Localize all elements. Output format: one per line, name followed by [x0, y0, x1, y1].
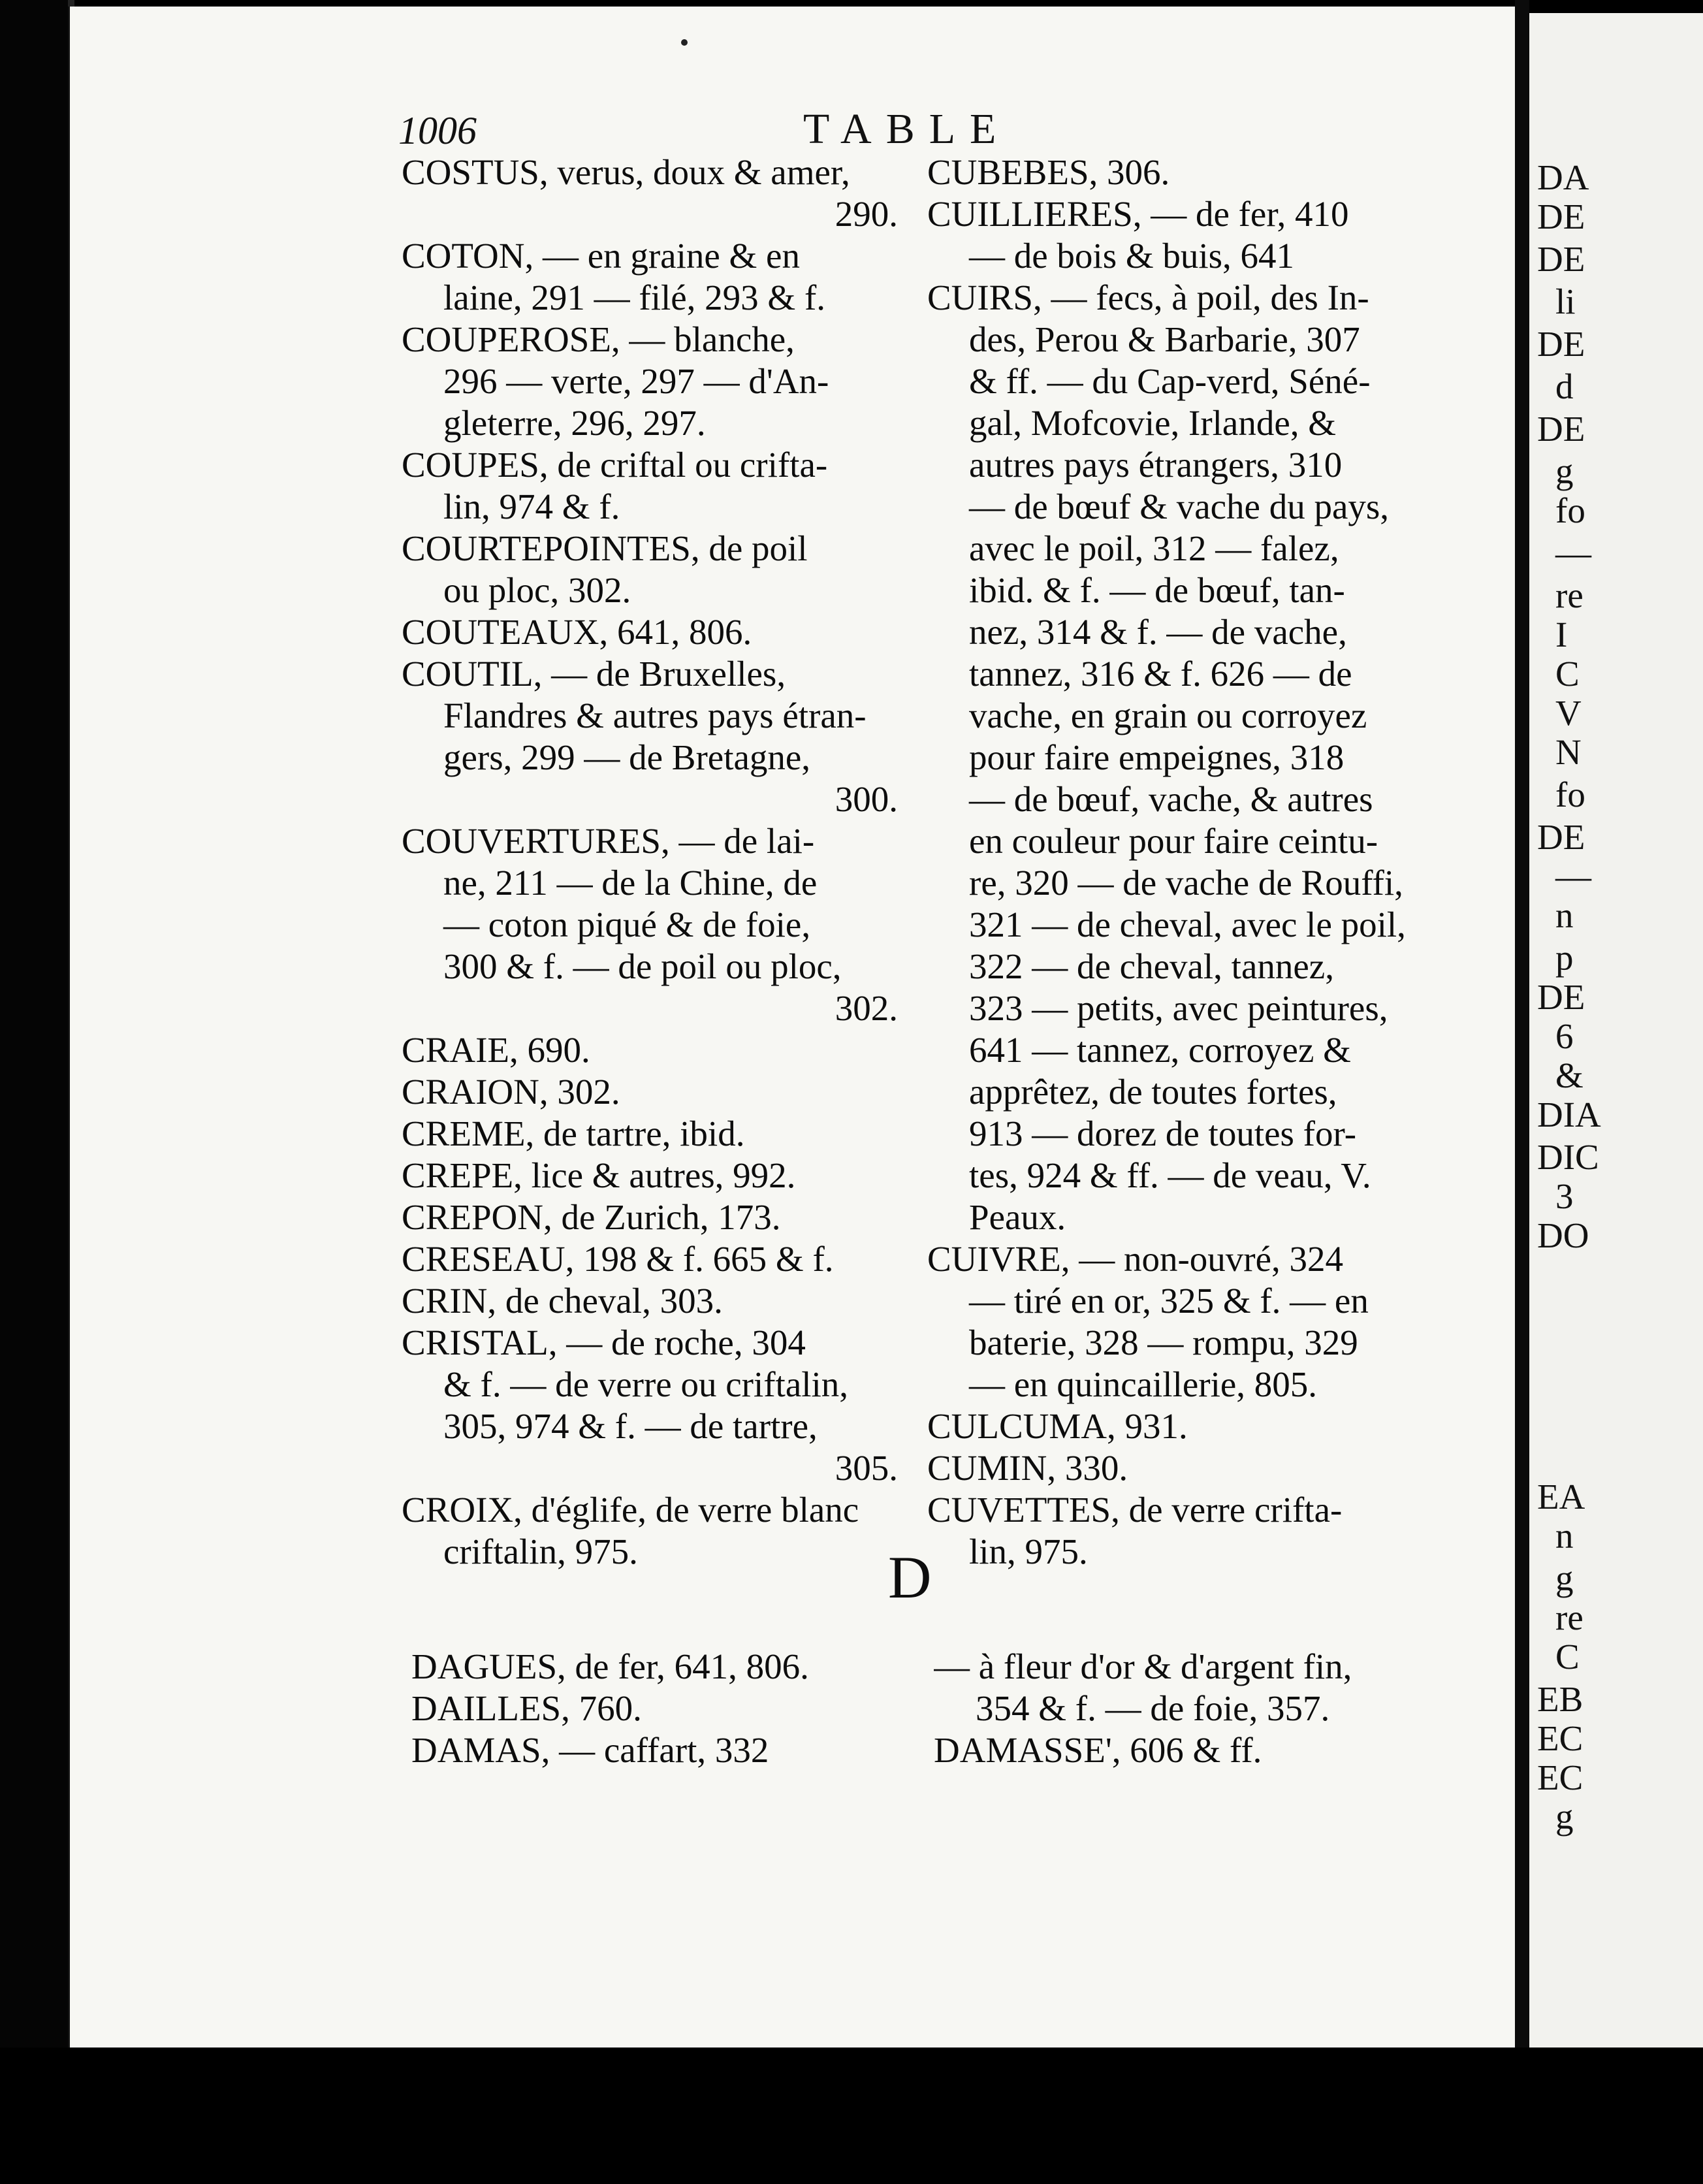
- entry-continuation-line: vache, en grain ou corroyez: [969, 696, 1367, 735]
- entry-continuation-line: Peaux.: [969, 1197, 1066, 1237]
- facing-page-fragment: DE: [1537, 197, 1585, 236]
- facing-page-fragment: n: [1555, 895, 1574, 935]
- index-d-column-right: [934, 1646, 1430, 1771]
- entry-heading-line: COUTEAUX, 641, 806.: [402, 612, 752, 652]
- entry-continuation-line: 322 — de cheval, tannez,: [969, 946, 1334, 986]
- entry-continuation-line: autres pays étrangers, 310: [969, 445, 1343, 485]
- facing-page-fragment: DIA: [1537, 1095, 1601, 1134]
- entry-heading-line: DAILLES, 760.: [411, 1688, 642, 1728]
- facing-page-fragment: 3: [1555, 1176, 1574, 1216]
- facing-page-fragment: I: [1555, 615, 1568, 654]
- entry-continuation-line: pour faire empeignes, 318: [969, 737, 1345, 777]
- entry-continuation-line: apprêtez, de toutes fortes,: [969, 1072, 1337, 1112]
- entry-continuation-line: 302.: [835, 988, 898, 1028]
- facing-page-fragment: DIC: [1537, 1137, 1599, 1177]
- entry-continuation-line: gleterre, 296, 297.: [443, 403, 706, 443]
- facing-page-fragment: C: [1555, 654, 1580, 694]
- facing-page-fragment: DE: [1537, 817, 1585, 857]
- entry-continuation-line: 354 & f. — de foie, 357.: [976, 1688, 1330, 1728]
- index-entry: [402, 611, 898, 653]
- entry-heading-line: CRAION, 302.: [402, 1072, 620, 1112]
- facing-page-fragment: C: [1555, 1637, 1580, 1677]
- entry-continuation-line: — tiré en or, 325 & f. — en: [969, 1281, 1369, 1321]
- index-entry: [934, 1729, 1430, 1771]
- facing-page-fragment: EB: [1537, 1679, 1584, 1719]
- entry-continuation-line: gal, Mofcovie, Irlande, &: [969, 403, 1337, 443]
- index-entry: [402, 1071, 898, 1113]
- entry-continuation-line: 290.: [835, 194, 898, 234]
- facing-page-fragment: fo: [1555, 775, 1585, 814]
- index-entry: [927, 277, 1430, 1238]
- entry-continuation-line: 300 & f. — de poil ou ploc,: [443, 946, 842, 986]
- facing-page-fragment: V: [1555, 693, 1582, 733]
- entry-heading-line: COURTEPOINTES, de poil: [402, 528, 808, 568]
- entry-continuation-line: avec le poil, 312 — falez,: [969, 528, 1339, 568]
- entry-heading-line: COSTUS, verus, doux & amer,: [402, 152, 850, 192]
- index-entry: [402, 1113, 898, 1155]
- facing-page-fragment: li: [1555, 281, 1576, 321]
- scan-border-left: [0, 0, 68, 2184]
- facing-page-fragment: DA: [1537, 157, 1589, 197]
- entry-continuation-line: tannez, 316 & f. 626 — de: [969, 654, 1352, 694]
- facing-page-fragment: g: [1555, 1797, 1574, 1837]
- facing-page-fragment: n: [1555, 1516, 1574, 1556]
- index-entry: [411, 1688, 908, 1729]
- entry-continuation-line: 305, 974 & f. — de tartre,: [443, 1406, 818, 1446]
- entry-continuation-line: tes, 924 & ff. — de veau, V.: [969, 1155, 1371, 1195]
- index-entry: [927, 1238, 1430, 1405]
- facing-page-fragment: g: [1555, 451, 1574, 491]
- entry-heading-line: CULCUMA, 931.: [927, 1406, 1188, 1446]
- index-entry: [402, 1155, 898, 1196]
- index-entry: [927, 193, 1430, 277]
- book-gutter: [1515, 0, 1529, 2048]
- entry-heading-line: CREPON, de Zurich, 173.: [402, 1197, 781, 1237]
- index-entry: [402, 528, 898, 611]
- index-entry: [402, 1322, 898, 1489]
- index-entry: [402, 444, 898, 528]
- entry-heading-line: DAMASSE', 606 & ff.: [934, 1730, 1262, 1770]
- entry-continuation-line: 913 — dorez de toutes for-: [969, 1114, 1357, 1153]
- entry-heading-line: CUVETTES, de verre crifta-: [927, 1490, 1343, 1530]
- entry-heading-line: CUIVRE, — non-ouvré, 324: [927, 1239, 1344, 1279]
- index-entry: [402, 1280, 898, 1322]
- facing-page-fragment: DE: [1537, 409, 1585, 449]
- page-number: 1006: [398, 109, 477, 152]
- facing-page-fragment: DO: [1537, 1215, 1589, 1255]
- entry-continuation-line: 305.: [835, 1448, 898, 1488]
- facing-page-fragment: —: [1555, 856, 1591, 896]
- facing-page-fragment: 6: [1555, 1016, 1574, 1056]
- entry-continuation-line: lin, 975.: [969, 1532, 1088, 1571]
- index-entry: [402, 1489, 898, 1573]
- entry-continuation-line: 323 — petits, avec peintures,: [969, 988, 1388, 1028]
- entry-heading-line: COUPES, de criftal ou crifta-: [402, 445, 828, 485]
- facing-page: [1529, 13, 1703, 2048]
- entry-continuation-line: 321 — de cheval, avec le poil,: [969, 905, 1406, 944]
- index-entry: [402, 1238, 898, 1280]
- index-entry: [927, 152, 1430, 193]
- entry-continuation-line: re, 320 — de vache de Rouffi,: [969, 863, 1403, 903]
- entry-continuation-line: en couleur pour faire ceintu-: [969, 821, 1378, 861]
- entry-continuation-line: Flandres & autres pays étran-: [443, 696, 867, 735]
- entry-continuation-line: criftalin, 975.: [443, 1532, 638, 1571]
- entry-continuation-line: — de bois & buis, 641: [969, 236, 1295, 276]
- index-entry: [927, 1447, 1430, 1489]
- entry-heading-line: CUILLIERES, — de fer, 410: [927, 194, 1349, 234]
- facing-page-fragment: d: [1555, 366, 1574, 406]
- page-header: [398, 105, 1011, 154]
- entry-heading-line: CRISTAL, — de roche, 304: [402, 1323, 806, 1362]
- facing-page-fragment: re: [1555, 1598, 1584, 1637]
- entry-heading-line: CREPE, lice & autres, 992.: [402, 1155, 796, 1195]
- entry-heading-line: CUMIN, 330.: [927, 1448, 1128, 1488]
- entry-heading-line: COUVERTURES, — de lai-: [402, 821, 815, 861]
- entry-continuation-line: — coton piqué & de foie,: [443, 905, 811, 944]
- facing-page-fragment: re: [1555, 575, 1584, 615]
- entry-continuation-line: nez, 314 & f. — de vache,: [969, 612, 1347, 652]
- entry-heading-line: CREME, de tartre, ibid.: [402, 1114, 745, 1153]
- entry-heading-line: DAMAS, — caffart, 332: [411, 1730, 769, 1770]
- entry-heading-line: CUBEBES, 306.: [927, 152, 1170, 192]
- entry-continuation-line: 300.: [835, 779, 898, 819]
- entry-continuation-line: laine, 291 — filé, 293 & f.: [443, 278, 826, 317]
- entry-heading-line: COUTIL, — de Bruxelles,: [402, 654, 786, 694]
- section-letter: D: [888, 1544, 932, 1611]
- facing-page-fragment: p: [1555, 938, 1574, 978]
- index-column-left: [402, 152, 898, 1573]
- entry-continuation-line: 641 — tannez, corroyez &: [969, 1030, 1351, 1070]
- index-entry: [402, 235, 898, 319]
- index-entry: [402, 1029, 898, 1071]
- facing-page-fragment: EC: [1537, 1758, 1584, 1797]
- index-entry: [402, 653, 898, 820]
- entry-continuation-line: lin, 974 & f.: [443, 487, 620, 526]
- entry-continuation-line: & ff. — du Cap-verd, Séné-: [969, 361, 1371, 401]
- facing-page-fragment: fo: [1555, 490, 1585, 530]
- facing-page-fragment: DE: [1537, 977, 1585, 1017]
- facing-page-fragment: EC: [1537, 1718, 1584, 1758]
- entry-heading-line: CUIRS, — fecs, à poil, des In-: [927, 278, 1369, 317]
- running-title: TABLE: [803, 105, 1011, 153]
- entry-heading-line: CROIX, d'églife, de verre blanc: [402, 1490, 859, 1530]
- index-column-right: [927, 152, 1430, 1573]
- facing-page-fragment: —: [1555, 533, 1591, 573]
- entry-continuation-line: — de bœuf & vache du pays,: [969, 487, 1390, 526]
- facing-page-fragment: EA: [1537, 1477, 1585, 1517]
- entry-continuation-line: & f. — de verre ou criftalin,: [443, 1364, 849, 1404]
- entry-continuation-line: baterie, 328 — rompu, 329: [969, 1323, 1358, 1362]
- index-entry: [927, 1489, 1430, 1573]
- facing-page-fragment: N: [1555, 732, 1582, 772]
- ink-dot: [681, 39, 688, 46]
- entry-continuation-line: ne, 211 — de la Chine, de: [443, 863, 818, 903]
- index-entry: [927, 1405, 1430, 1447]
- facing-page-fragment: DE: [1537, 324, 1585, 364]
- facing-page-fragment: g: [1555, 1558, 1574, 1598]
- entry-heading-line: COUPEROSE, — blanche,: [402, 319, 795, 359]
- entry-heading-line: CRAIE, 690.: [402, 1030, 590, 1070]
- index-entry: [411, 1729, 908, 1771]
- scan-border-bottom: [0, 2048, 1703, 2184]
- entry-heading-line: — à fleur d'or & d'argent fin,: [934, 1646, 1352, 1686]
- entry-continuation-line: ou ploc, 302.: [443, 570, 631, 610]
- index-entry: [402, 319, 898, 444]
- index-entry: [402, 152, 898, 235]
- entry-heading-line: DAGUES, de fer, 641, 806.: [411, 1646, 809, 1686]
- index-entry: [402, 820, 898, 1029]
- facing-page-fragment: DE: [1537, 239, 1585, 279]
- index-d-column-left: [411, 1646, 908, 1771]
- index-entry: [411, 1646, 908, 1688]
- entry-heading-line: COTON, — en graine & en: [402, 236, 800, 276]
- entry-continuation-line: — de bœuf, vache, & autres: [969, 779, 1373, 819]
- entry-heading-line: CRESEAU, 198 & f. 665 & f.: [402, 1239, 834, 1279]
- index-entry: [934, 1646, 1430, 1729]
- entry-continuation-line: gers, 299 — de Bretagne,: [443, 737, 811, 777]
- facing-page-fragment: &: [1555, 1055, 1584, 1095]
- index-entry: [402, 1196, 898, 1238]
- entry-continuation-line: 296 — verte, 297 — d'An-: [443, 361, 829, 401]
- entry-continuation-line: — en quincaillerie, 805.: [969, 1364, 1318, 1404]
- entry-heading-line: CRIN, de cheval, 303.: [402, 1281, 723, 1321]
- entry-continuation-line: des, Perou & Barbarie, 307: [969, 319, 1360, 359]
- entry-continuation-line: ibid. & f. — de bœuf, tan-: [969, 570, 1345, 610]
